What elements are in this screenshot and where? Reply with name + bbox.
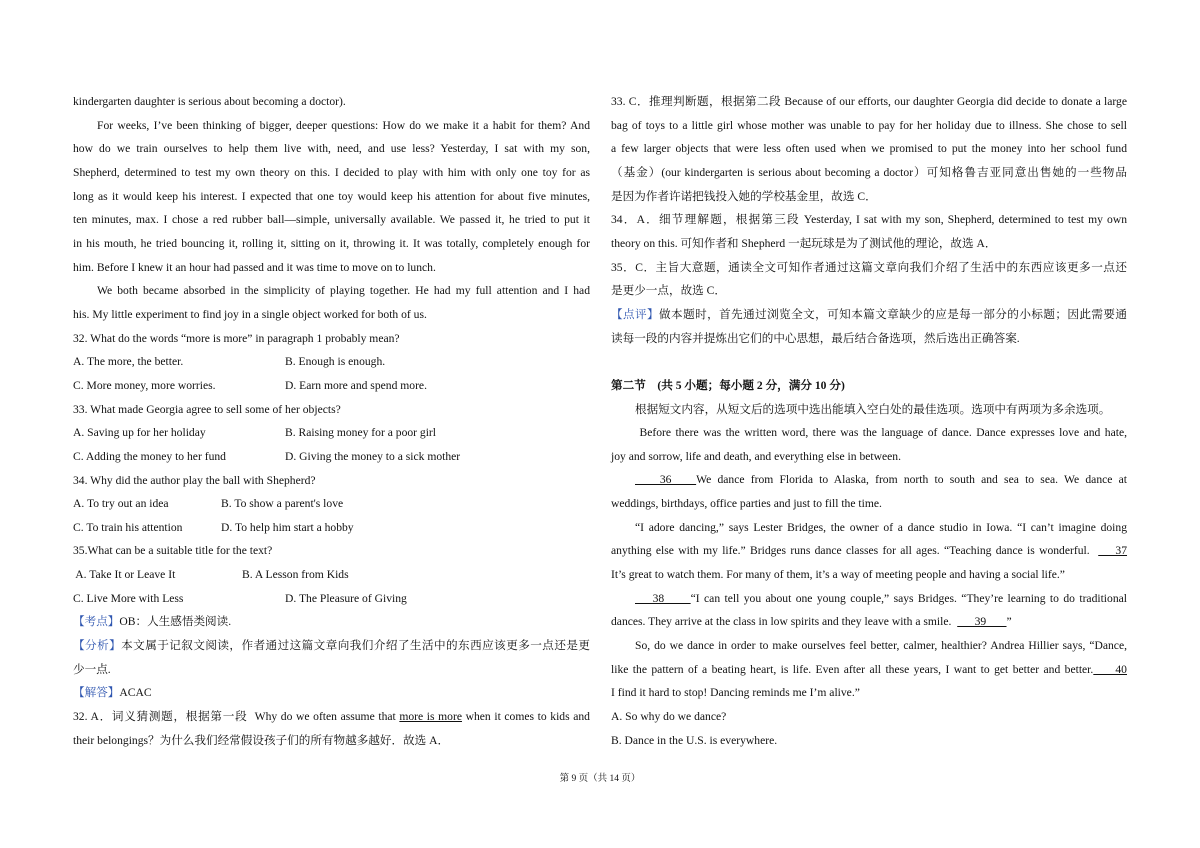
question-33: 33. What made Georgia agree to sell some of her objects? [73, 402, 341, 416]
fenxi-text: 本文属于记叙文阅读，作者通过这篇文章向我们介绍了生活中的东西应该更多一点还是更 [121, 639, 590, 653]
passage-line: weddings, birthdays, office parties and just to fill the time. [611, 497, 882, 511]
passage-line: anything else with my life.” Bridges runs dance classes for all ages. “Teaching dance is wonderful. 37 [611, 544, 1128, 558]
option-d: D. The Pleasure of Giving [285, 591, 407, 605]
paragraph-line: We both became absorbed in the simplicity of playing together. He had my full attention and I had [97, 284, 590, 298]
passage-line: 36 We dance from Florida to Alaska, from north to south and sea to sea. We dance at [635, 473, 1127, 487]
paragraph-line: For weeks, I’ve been thinking of bigger, deeper questions: How do we make it a habit for them? And [97, 118, 590, 132]
passage-line: like the pattern of a beating heart, is life. Even after all these years, I want to get better and better. 40 [611, 662, 1127, 676]
explanation-33: （基金）(our kindergarten is serious about becoming a doctor）可知格鲁吉亚同意出售她的一些物品 [611, 165, 1127, 179]
blank-38[interactable]: 38 [635, 591, 691, 605]
dianping-text: 做本题时，首先通过浏览全文，可知本篇文章缺少的应是每一部分的小标题；因此需要通 [659, 307, 1127, 321]
passage-line: So, do we dance in order to make ourselves feel better, calmer, healthier? Andrea Hillier says, “Dance, [635, 639, 1127, 653]
paragraph-line: kindergarten daughter is serious about becoming a doctor). [73, 95, 346, 108]
options-row [73, 563, 590, 587]
explanation-34: 34．A．细节理解题，根据第三段 Yesterday, I sat with my son, Shepherd, determined to test my own [611, 213, 1127, 227]
blank-40[interactable]: 40 [1093, 662, 1127, 676]
fenxi-line [73, 634, 590, 658]
explanation-32-line-2: their belongings？为什么我们经常假设孩子们的所有物越多越好．故选 A． [73, 733, 450, 747]
option-b: B. Dance in the U.S. is everywhere. [611, 733, 778, 747]
paragraph-line: ten minutes, max. I chose a red rubber ball—simple, universally available. We passed it, he tried to put it [73, 213, 590, 227]
fenxi-tag: 【分析】 [73, 639, 122, 653]
explanation-35: 是更少一点，故选 C． [611, 284, 726, 298]
kaodian-tag: 【考点】 [73, 615, 120, 629]
jieda-line [73, 681, 590, 705]
option-a: A. The more, the better. [73, 355, 184, 369]
passage-line: I find it hard to stop! Dancing reminds me I’m alive.” [611, 686, 860, 700]
blank-37[interactable]: 37 [1098, 544, 1128, 558]
paragraph-line: in his mouth, he tried bouncing it, rolling it, sitting on it, throwing it. It was totally, completely enough for [73, 236, 590, 250]
instructions: 根据短文内容，从短文后的选项中选出能填入空白处的最佳选项。选项中有两项为多余选项。 [635, 402, 1111, 416]
question-34: 34. Why did the author play the ball with Shepherd? [73, 473, 316, 487]
paragraph-line: his. My little experiment to find joy in a single object worked for both of us. [73, 307, 427, 321]
options-row [73, 350, 590, 374]
option-c: C. Live More with Less [73, 591, 184, 605]
dianping-tag: 【点评】 [611, 307, 660, 321]
options-row [73, 445, 590, 469]
options-row [73, 492, 590, 516]
page-footer: 第 9 页（共 14 页） [559, 774, 641, 784]
kaodian-line [73, 610, 590, 634]
blank-39[interactable]: 39 [957, 615, 1007, 629]
paragraph-line: how do we train ourselves to help them live with, need, and use less? Yesterday, I sat with my son, [73, 142, 590, 156]
jieda-text: ACAC [119, 686, 152, 700]
fenxi-line-2: 少一点. [73, 662, 111, 676]
passage-line: It’s great to watch them. For many of them, it’s a way of meeting people and having a social life.” [611, 568, 1065, 582]
option-b: B. Enough is enough. [285, 355, 386, 369]
explanation-33: bag of toys to a little girl whose mother was unable to pay for her holiday due to illness. She chose to sell [611, 118, 1127, 132]
section-heading: 第二节 (共 5 小题；每小题 2 分，满分 10 分) [611, 378, 845, 392]
passage-line: dances. They arrive at the class in low spirits and they leave with a smile. 39 ” [611, 615, 1012, 629]
jieda-tag: 【解答】 [73, 686, 120, 700]
explanation-33: 33. C．推理判断题，根据第二段 Because of our efforts, our daughter Georgia did decide to donate a large [611, 95, 1127, 108]
kaodian-text: OB：人生感悟类阅读. [119, 615, 232, 629]
question-35: 35.What can be a suitable title for the text? [73, 544, 273, 558]
underlined-phrase: more is more [399, 710, 462, 724]
paragraph-line: him. Before I knew it an hour had passed and it was time to move on to lunch. [73, 260, 436, 274]
dianping-line [611, 303, 1127, 327]
passage-line: Before there was the written word, there was the language of dance. Dance expresses love and hate, [635, 426, 1127, 440]
question-32: 32. What do the words “more is more” in paragraph 1 probably mean? [73, 331, 400, 345]
option-a: A. Take It or Leave It [73, 568, 176, 582]
option-d: D. Giving the money to a sick mother [285, 449, 461, 463]
explanation-33: 是因为作者许诺把钱投入她的学校基金里，故选 C． [611, 189, 877, 203]
left-column [73, 90, 590, 752]
explanation-32: 32. A．词义猜测题，根据第一段 Why do we often assume that more is more when it comes to kids and [73, 710, 590, 724]
option-c: C. To train his attention [73, 520, 183, 534]
options-row [73, 421, 590, 445]
passage-line: joy and sorrow, life and death, and everything else in between. [611, 449, 901, 463]
option-c: C. Adding the money to her fund [73, 449, 226, 463]
paragraph-line: long as it would keep his interest. I expected that one toy would keep his attention for about five minutes, [73, 189, 590, 203]
option-d: D. To help him start a hobby [221, 520, 354, 534]
option-a: A. Saving up for her holiday [73, 426, 206, 440]
options-row [73, 374, 590, 398]
explanation-34: theory on this. 可知作者和 Shepherd 一起玩球是为了测试他的理论，故选 A． [611, 236, 997, 250]
explanation-35: 35．C．主旨大意题，通读全文可知作者通过这篇文章向我们介绍了生活中的东西应该更多一点还 [611, 260, 1127, 274]
option-b: B. Raising money for a poor girl [285, 426, 437, 440]
paragraph-line: Shepherd, determined to test my own theory on this. I decided to play with him with only one toy for as [73, 165, 590, 179]
right-column [611, 90, 1127, 752]
option-c: C. More money, more worries. [73, 378, 216, 392]
blank-36[interactable]: 36 [635, 473, 697, 487]
passage-line: “I adore dancing,” says Lester Bridges, the owner of a dance studio in Iowa. “I can’t imagine doing [635, 520, 1127, 534]
option-d: D. Earn more and spend more. [285, 378, 427, 392]
option-a: A. So why do we dance? [611, 710, 727, 724]
options-row [73, 516, 590, 540]
option-a: A. To try out an idea [73, 497, 169, 511]
option-b: B. A Lesson from Kids [242, 568, 349, 582]
option-b: B. To show a parent's love [221, 497, 344, 511]
dianping-line-2: 读每一段的内容并提炼出它们的中心思想，最后结合备选项，然后选出正确答案. [611, 331, 1020, 345]
passage-line: 38 “I can tell you about one young couple,” says Bridges. “They’re learning to do traditional [635, 591, 1127, 605]
options-row [73, 587, 590, 611]
explanation-33: a few larger objects that were less often used when we promised to put the money into her school fund [611, 142, 1127, 156]
